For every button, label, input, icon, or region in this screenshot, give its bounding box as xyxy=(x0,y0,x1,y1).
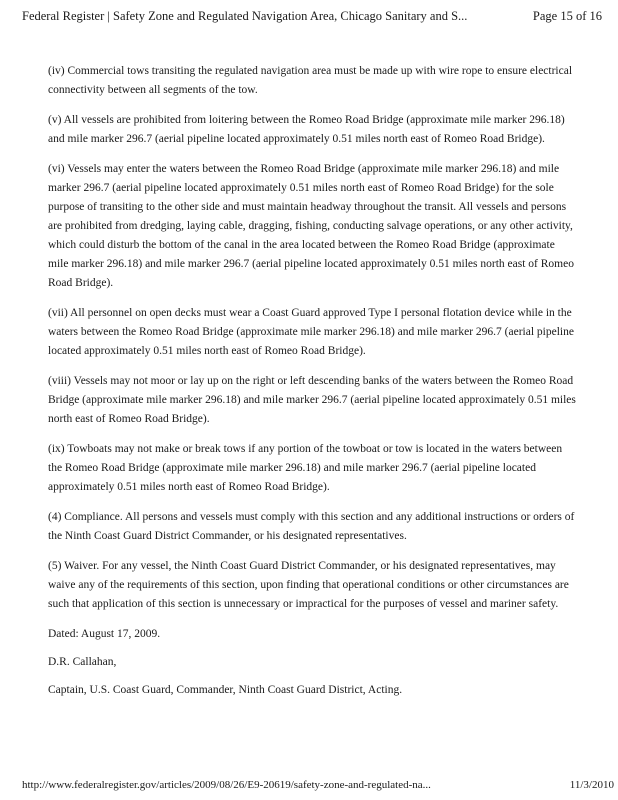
paragraph-compliance: (4) Compliance. All persons and vessels must comply with this section and any additional instructions or orders of the Ninth Coast Guard District Commander, or his designated representatives. xyxy=(48,511,575,542)
paragraph-ix: (ix) Towboats may not make or break tows if any portion of the towboat or tow is located in the waters between the Romeo Road Bridge (approximate mile marker 296.18) and mile marker 296.7 (aerial pipeline located approximately 0.51 miles north east of Romeo Road Bridge). xyxy=(48,443,563,493)
paragraph-vi: (vi) Vessels may enter the waters between the Romeo Road Bridge (approximate mile marker 296.18) and mile marker 296.7 (aerial pipeline located approximately 0.51 miles north east of Romeo Road Bridge) for the sole purpose of transiting to the other side and must maintain headway throughout the transit. All vessels and persons are prohibited from dredging, laying cable, dragging, fishing, conducting salvage operations, or any other activity, which could disturb the bottom of the canal in the area located between the Romeo Road Bridge (approximate mile marker 296.18) and mile marker 296.7 (aerial pipeline located approximately 0.51 miles north east of Romeo Road Bridge). xyxy=(48,163,574,289)
page-footer xyxy=(22,778,614,792)
paragraph-vii: (vii) All personnel on open decks must wear a Coast Guard approved Type I personal flotation device while in the waters between the Romeo Road Bridge (approximate mile marker 296.18) and mile marker 296.7 (aerial pipeline located approximately 0.51 miles north east of Romeo Road Bridge). xyxy=(48,307,574,357)
document-title: Federal Register | Safety Zone and Regulated Navigation Area, Chicago Sanitary and S... xyxy=(22,9,468,23)
dated-line: Dated: August 17, 2009. xyxy=(48,628,161,640)
signer-name: D.R. Callahan, xyxy=(48,656,117,668)
paragraph-iv: (iv) Commercial tows transiting the regulated navigation area must be made up with wire rope to ensure electrical connectivity between all segments of the tow. xyxy=(48,65,573,96)
document-body xyxy=(48,62,578,709)
page-header xyxy=(22,8,602,24)
paragraph-v: (v) All vessels are prohibited from loitering between the Romeo Road Bridge (approximate mile marker 296.18) and mile marker 296.7 (aerial pipeline located approximately 0.51 miles north east of Romeo Road Bridge). xyxy=(48,114,565,145)
footer-url: http://www.federalregister.gov/articles/2009/08/26/E9-20619/safety-zone-and-regulated-na... xyxy=(22,779,431,791)
page-number: Page 15 of 16 xyxy=(532,9,602,23)
paragraph-viii: (viii) Vessels may not moor or lay up on the right or left descending banks of the waters between the Romeo Road Bridge (approximate mile marker 296.18) and mile marker 296.7 (aerial pipeline located approximately 0.51 miles north east of Romeo Road Bridge). xyxy=(48,375,576,425)
footer-date: 11/3/2010 xyxy=(569,779,614,791)
signer-title: Captain, U.S. Coast Guard, Commander, Ninth Coast Guard District, Acting. xyxy=(48,684,403,696)
paragraph-waiver: (5) Waiver. For any vessel, the Ninth Coast Guard District Commander, or his designated representatives, may waive any of the requirements of this section, upon finding that operational conditions or other circumstances are such that application of this section is unnecessary or impractical for the purposes of vessel and mariner safety. xyxy=(48,560,569,610)
